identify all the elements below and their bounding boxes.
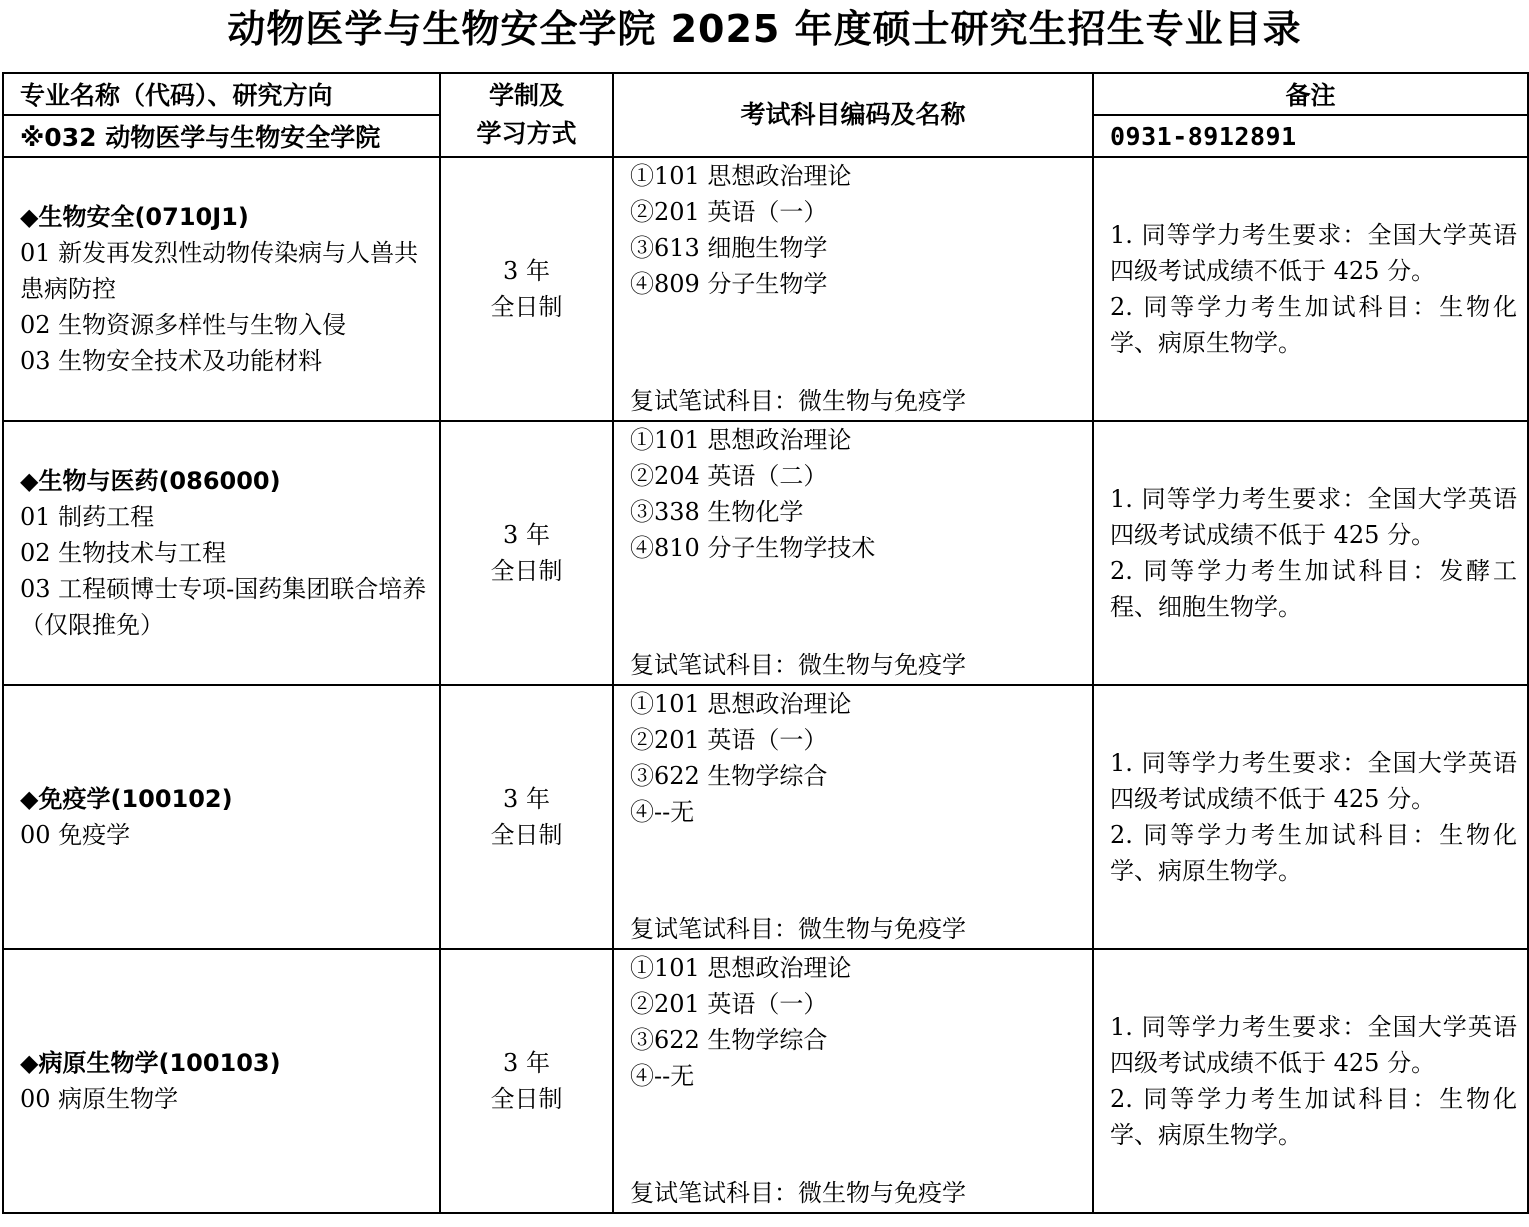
catalog-table	[2, 72, 1529, 1214]
duration-cell	[440, 949, 613, 1213]
retest-subject: 复试笔试科目：微生物与免疫学	[630, 915, 966, 943]
header-school-code: ※032 动物医学与生物安全学院	[3, 115, 440, 157]
exam-subject: ④809 分子生物学	[630, 270, 828, 298]
exam-subjects-cell	[613, 949, 1093, 1213]
note-item: 2. 同等学力考生加试科目：发酵工程、细胞生物学。	[1110, 557, 1517, 621]
header-row-1	[3, 73, 1528, 115]
study-mode: 全日制	[490, 557, 563, 585]
major-name: ◆生物安全(0710J1)	[20, 203, 249, 231]
exam-subject: ①101 思想政治理论	[630, 690, 852, 718]
table-body	[3, 157, 1528, 1213]
duration-cell	[440, 685, 613, 949]
study-mode: 全日制	[490, 1085, 563, 1113]
research-direction: 02 生物技术与工程	[20, 539, 227, 567]
note-item: 1. 同等学力考生要求：全国大学英语四级考试成绩不低于 425 分。	[1110, 485, 1517, 549]
exam-subject: ①101 思想政治理论	[630, 954, 852, 982]
notes-cell	[1093, 421, 1528, 685]
note-item: 2. 同等学力考生加试科目：生物化学、病原生物学。	[1110, 293, 1517, 357]
header-phone: 0931-8912891	[1093, 115, 1528, 157]
note-item: 1. 同等学力考生要求：全国大学英语四级考试成绩不低于 425 分。	[1110, 749, 1517, 813]
exam-subject: ②201 英语（一）	[630, 198, 828, 226]
exam-subjects-cell	[613, 685, 1093, 949]
study-duration: 3 年	[503, 1049, 550, 1077]
note-item: 2. 同等学力考生加试科目：生物化学、病原生物学。	[1110, 821, 1517, 885]
exam-subject: ③622 生物学综合	[630, 762, 828, 790]
note-item: 1. 同等学力考生要求：全国大学英语四级考试成绩不低于 425 分。	[1110, 1013, 1517, 1077]
research-direction: 02 生物资源多样性与生物入侵	[20, 311, 347, 339]
retest-subject: 复试笔试科目：微生物与免疫学	[630, 1179, 966, 1207]
research-direction: 03 生物安全技术及功能材料	[20, 347, 323, 375]
header-duration-line-2: 学习方式	[476, 119, 577, 148]
table-row	[3, 685, 1528, 949]
major-cell	[3, 949, 440, 1213]
exam-subject: ②201 英语（一）	[630, 990, 828, 1018]
study-mode: 全日制	[490, 293, 563, 321]
page-title: 动物医学与生物安全学院 2025 年度硕士研究生招生专业目录	[227, 7, 1302, 51]
major-name: ◆生物与医药(086000)	[20, 467, 281, 495]
research-direction: 01 制药工程	[20, 503, 155, 531]
major-name: ◆病原生物学(100103)	[20, 1049, 281, 1077]
research-direction: 00 病原生物学	[20, 1085, 179, 1113]
exam-subject: ①101 思想政治理论	[630, 162, 852, 190]
exam-subject: ③338 生物化学	[630, 498, 804, 526]
retest-subject: 复试笔试科目：微生物与免疫学	[630, 651, 966, 679]
exam-subject: ③622 生物学综合	[630, 1026, 828, 1054]
table-row	[3, 157, 1528, 421]
duration-cell	[440, 421, 613, 685]
notes-cell	[1093, 949, 1528, 1213]
major-name: ◆免疫学(100102)	[20, 785, 233, 813]
table-row	[3, 421, 1528, 685]
header-major-name: 专业名称（代码）、研究方向	[3, 73, 440, 115]
research-direction: 00 免疫学	[20, 821, 131, 849]
table-row	[3, 949, 1528, 1213]
exam-subject: ④--无	[630, 798, 695, 826]
exam-subject: ②201 英语（一）	[630, 726, 828, 754]
research-direction: 01 新发再发烈性动物传染病与人兽共患病防控	[20, 239, 419, 303]
notes-cell	[1093, 685, 1528, 949]
note-item: 2. 同等学力考生加试科目：生物化学、病原生物学。	[1110, 1085, 1517, 1149]
study-duration: 3 年	[503, 521, 550, 549]
major-cell	[3, 157, 440, 421]
exam-subjects-cell	[613, 421, 1093, 685]
major-cell	[3, 421, 440, 685]
major-cell	[3, 685, 440, 949]
exam-subject: ②204 英语（二）	[630, 462, 828, 490]
study-mode: 全日制	[490, 821, 563, 849]
exam-subject: ④--无	[630, 1062, 695, 1090]
retest-subject: 复试笔试科目：微生物与免疫学	[630, 387, 966, 415]
exam-subjects-cell	[613, 157, 1093, 421]
exam-subject: ③613 细胞生物学	[630, 234, 828, 262]
note-item: 1. 同等学力考生要求：全国大学英语四级考试成绩不低于 425 分。	[1110, 221, 1517, 285]
notes-cell	[1093, 157, 1528, 421]
duration-cell	[440, 157, 613, 421]
exam-subject: ④810 分子生物学技术	[630, 534, 876, 562]
exam-subject: ①101 思想政治理论	[630, 426, 852, 454]
study-duration: 3 年	[503, 257, 550, 285]
header-duration-line-1: 学制及	[488, 81, 564, 110]
header-duration-mode	[440, 73, 613, 157]
research-direction: 03 工程硕博士专项-国药集团联合培养（仅限推免）	[20, 575, 427, 639]
study-duration: 3 年	[503, 785, 550, 813]
header-notes: 备注	[1093, 73, 1528, 115]
header-exam-subjects: 考试科目编码及名称	[613, 73, 1093, 157]
